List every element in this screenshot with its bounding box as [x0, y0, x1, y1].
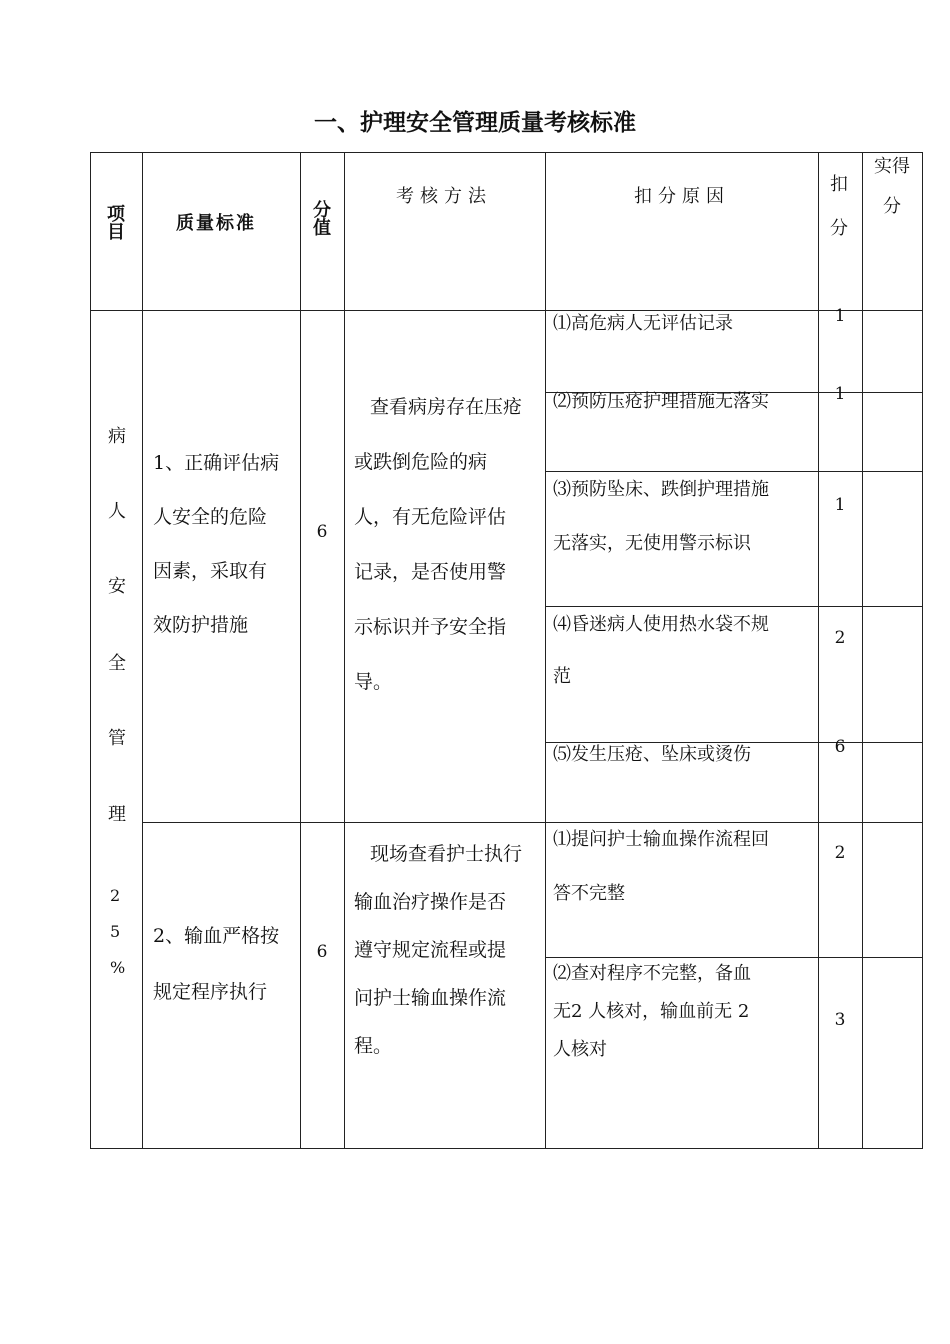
category-char: 理 [108, 804, 126, 825]
table-border-top [90, 152, 923, 153]
col-divider [344, 152, 345, 1149]
header-actual: 实得分 [874, 156, 910, 217]
deduct-value: 6 [834, 737, 846, 757]
reason-line: 人核对 [553, 1039, 607, 1060]
header-bottom-line [90, 310, 923, 311]
text-line: 2、输血严格按 [153, 925, 280, 947]
reason-line: ⑴提问护士输血操作流程回 [553, 829, 769, 850]
deduct-value: 1 [834, 384, 846, 404]
deduction-reason [553, 304, 733, 344]
text-line: 人，有无危险评估 [354, 506, 507, 528]
text-line: 程。 [354, 1035, 393, 1057]
category-char: 病 [108, 426, 126, 447]
deduct-value: 3 [834, 1010, 846, 1030]
row1-method [354, 380, 522, 710]
category-char: 人 [108, 501, 126, 522]
row1-standard [153, 436, 279, 652]
page-title: 一、护理安全管理质量考核标准 [314, 110, 636, 136]
table-border-bottom [90, 1148, 923, 1149]
header-standard: 质量标准 [176, 213, 256, 234]
col-divider [862, 152, 863, 1149]
text-line: 人安全的危险 [153, 506, 268, 528]
reason-line: 范 [553, 666, 571, 687]
reason-line: ⑸发生压疮、坠床或烫伤 [553, 744, 751, 765]
text-line: 遵守规定流程或提 [354, 939, 507, 961]
header-reason: 扣分原因 [634, 186, 730, 207]
reason-line: 无落实，无使用警示标识 [553, 533, 751, 554]
text-line: 规定程序执行 [153, 981, 268, 1003]
table-border-left [90, 152, 91, 1149]
reason-line: 答不完整 [553, 883, 625, 904]
header-item: 项目 [107, 204, 125, 243]
deduction-reason [553, 463, 769, 571]
deduction-reason [553, 382, 769, 422]
deduction-reason [553, 955, 751, 1069]
reason-line: ⑵查对程序不完整，备血 [553, 963, 751, 984]
row-divider [142, 822, 923, 823]
reason-line: ⑵预防压疮护理措施无落实 [553, 391, 769, 412]
text-line: 效防护措施 [153, 614, 249, 636]
text-line: 问护士输血操作流 [354, 987, 507, 1009]
deduct-value: 2 [834, 628, 846, 648]
category-char: 全 [108, 653, 126, 674]
text-line: 导。 [354, 671, 393, 693]
table-border-right [922, 152, 923, 1149]
deduct-value: 1 [834, 306, 846, 326]
text-line: 或跌倒危险的病 [354, 451, 488, 473]
text-line: 因素，采取有 [153, 560, 268, 582]
row2-standard [153, 908, 279, 1020]
text-line: 查看病房存在压疮 [370, 396, 523, 418]
deduct-value: 2 [834, 843, 846, 863]
col-divider [142, 152, 143, 1149]
col-divider [818, 152, 819, 1149]
deduct-value: 1 [834, 495, 846, 515]
text-line: 示标识并予安全指 [354, 616, 507, 638]
text-line: 现场查看护士执行 [370, 843, 523, 865]
reason-line: ⑶预防坠床、跌倒护理措施 [553, 479, 769, 500]
category-percent: 5 [110, 922, 121, 941]
header-method: 考核方法 [396, 186, 492, 207]
reason-line: 无2 人核对，输血前无 2 [553, 1001, 750, 1022]
category-percent: 2 [110, 886, 121, 905]
category-char: 管 [108, 728, 126, 749]
row2-method [354, 830, 522, 1070]
deduction-reason [553, 813, 769, 921]
header-deduct: 扣分 [830, 174, 848, 239]
col-divider [545, 152, 546, 1149]
deduction-reason [553, 599, 769, 703]
header-score: 分值 [313, 200, 331, 239]
category-percent: % [110, 958, 126, 977]
col-divider [300, 152, 301, 1149]
deduction-reason [553, 735, 751, 775]
text-line: 记录，是否使用警 [354, 561, 507, 583]
row1-score: 6 [316, 522, 328, 542]
reason-line: ⑷昏迷病人使用热水袋不规 [553, 614, 769, 635]
text-line: 输血治疗操作是否 [354, 891, 507, 913]
text-line: 1、正确评估病 [153, 452, 280, 474]
category-char: 安 [108, 576, 126, 597]
reason-line: ⑴高危病人无评估记录 [553, 313, 733, 334]
row2-score: 6 [316, 942, 328, 962]
